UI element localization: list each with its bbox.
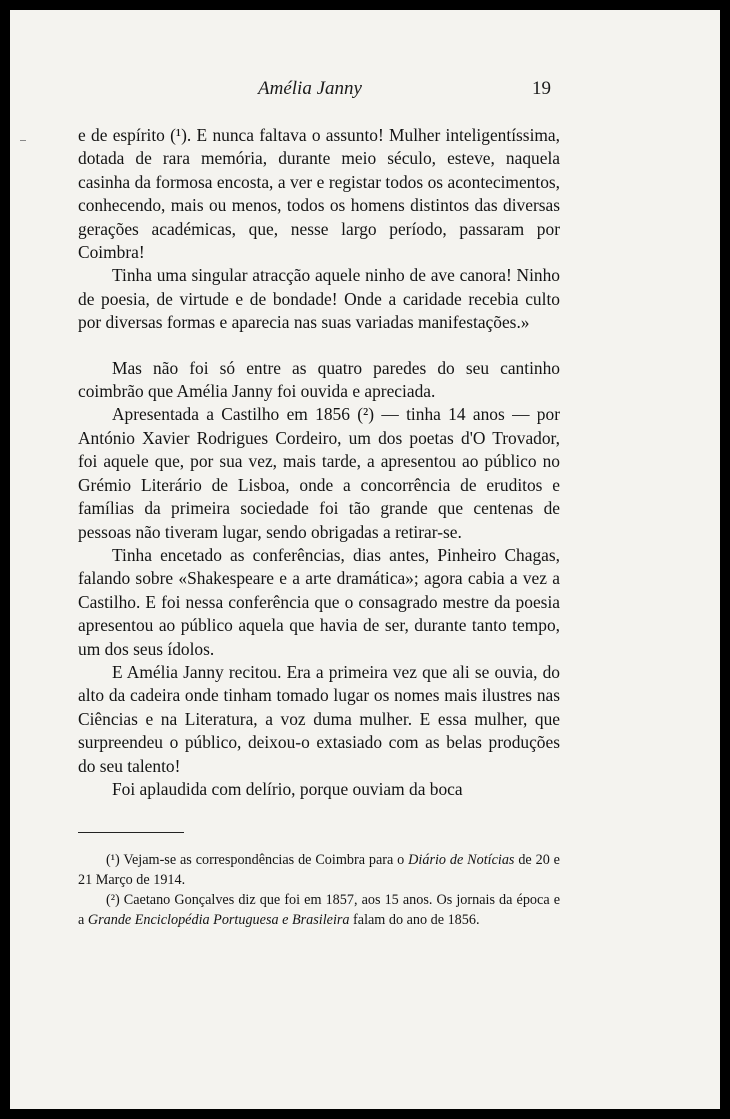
footnote-marker: (²) [106, 892, 120, 908]
footnote-italic: Diário de Notícias [408, 852, 515, 868]
paragraph: E Amélia Janny recitou. Era a primeira vez que ali se ouvia, do alto da cadeira onde tinham tomado lugar os nomes mais ilustres nas Ciências e na Literatura, a voz duma mulher. E essa mulher, que surpreendeu o público, deixou-o extasiado com as belas produções do seu talento! [78, 661, 560, 776]
paragraph: Tinha encetado as conferências, dias antes, Pinheiro Chagas, falando sobre «Shakespeare e a arte dramática»; agora cabia a vez a Castilho. E foi nessa conferência que o consagrado mestre da poesia apresentou ao público aquela que havia de ser, durante tanto tempo, um dos seus ídolos. [78, 544, 560, 659]
footnote-divider [78, 832, 184, 833]
running-header [10, 78, 720, 104]
paragraph: Mas não foi só entre as quatro paredes do seu cantinho coimbrão que Amélia Janny foi ouvida e apreciada. [78, 357, 560, 402]
page-number: 19 [532, 78, 551, 99]
footnote-marker: (¹) [106, 852, 120, 868]
footnote-text: de 20 e 21 Março de 1914. [78, 852, 560, 888]
footnotes [78, 850, 560, 930]
footnote-text: falam do ano de 1856. [349, 912, 480, 928]
footnote [78, 850, 560, 890]
running-title: Amélia Janny [258, 78, 362, 99]
paragraph: Foi aplaudida com delírio, porque ouviam da boca [112, 778, 463, 799]
footnote-italic: Grande Enciclopédia Portuguesa e Brasileira [87, 912, 350, 928]
paragraph: Tinha uma singular atracção aquele ninho de ave canora! Ninho de poesia, de virtude e de bondade! Onde a caridade recebia culto por diversas formas e aparecia nas suas variadas manifestações.» [78, 265, 560, 333]
body-text [78, 124, 560, 801]
footnote [78, 890, 560, 930]
margin-mark [20, 140, 26, 141]
paragraph: Apresentada a Castilho em 1856 (²) — tinha 14 anos — por António Xavier Rodrigues Cordeiro, um dos poetas d'O Trovador, foi aquele que, por sua vez, mais tarde, a apresentou ao público no Grémio Literário de Lisboa, onde a concorrência de eruditos e famílias da primeira sociedade foi tão grande que centenas de pessoas não tiveram lugar, sendo obrigadas a retirar-se. [78, 404, 560, 542]
footnote-text: Caetano Gonçalves diz que foi em 1857, aos 15 anos. Os jornais da época e a [78, 892, 560, 928]
book-page [10, 10, 720, 1109]
footnote-text: Vejam-se as correspondências de Coimbra para o [119, 852, 409, 868]
paragraph: e de espírito (¹). E nunca faltava o assunto! Mulher inteligentíssima, dotada de rara memória, durante meio século, esteve, naquela casinha da formosa encosta, a ver e registar todos os acontecimentos, conhecendo, mais ou menos, todos os homens distintos das diversas gerações académicas, que, nesse largo período, passaram por Coimbra! [78, 125, 560, 263]
